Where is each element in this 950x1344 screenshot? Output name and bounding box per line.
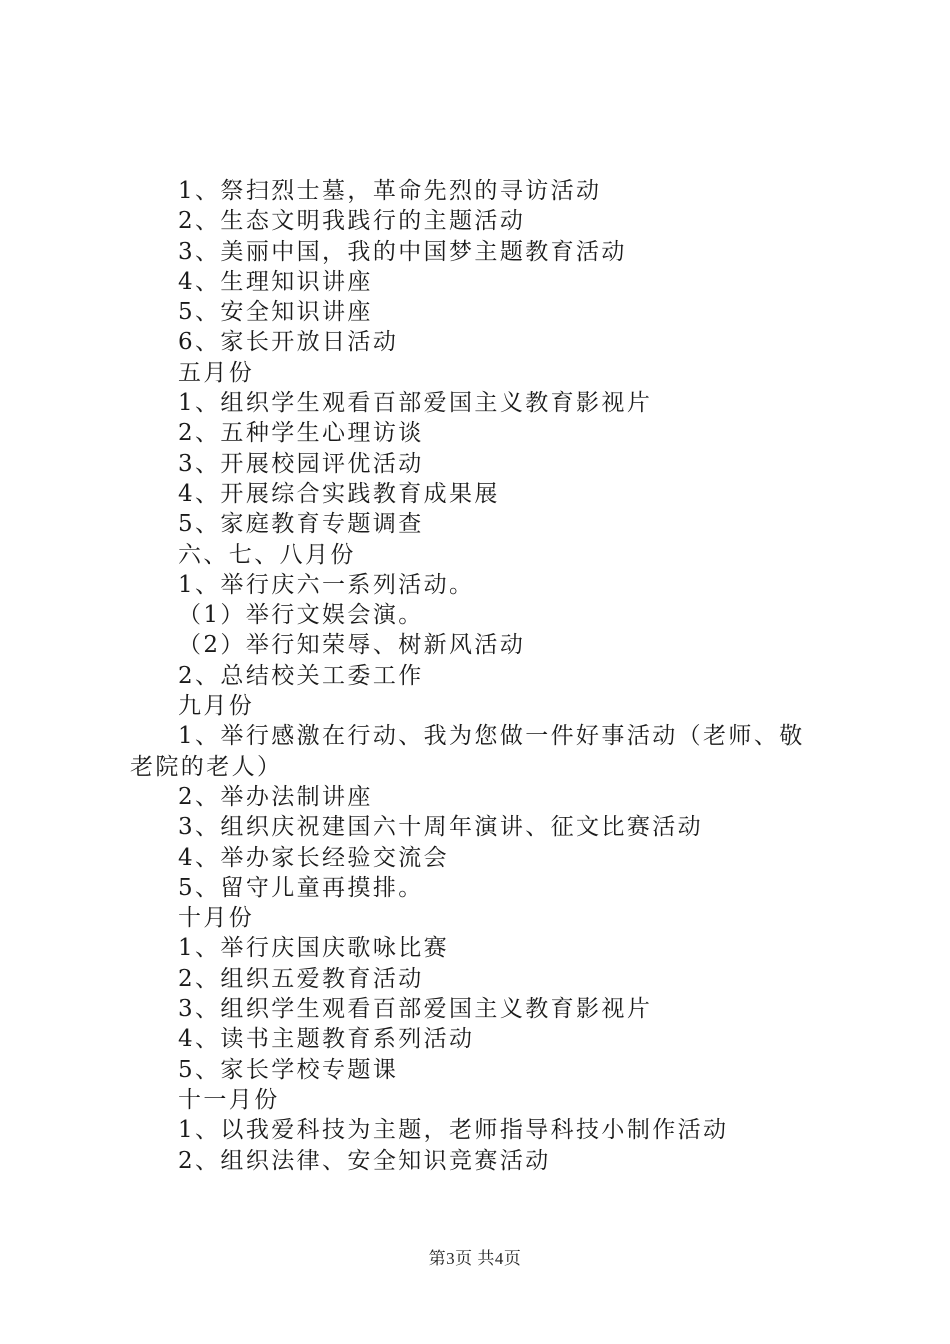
- section-heading-june-august: 六、七、八月份: [178, 541, 356, 568]
- section-heading-september: 九月份: [178, 693, 255, 720]
- sub-list-item: （1）举行文娱会演。: [178, 602, 424, 629]
- list-item: 4、举办家长经验交流会: [178, 844, 450, 871]
- list-item: 3、美丽中国，我的中国梦主题教育活动: [178, 238, 627, 265]
- list-item: 3、组织庆祝建国六十周年演讲、征文比赛活动: [178, 814, 704, 841]
- list-item: 2、组织法律、安全知识竞赛活动: [178, 1147, 551, 1174]
- list-item: 3、开展校园评优活动: [178, 450, 424, 477]
- list-item: 2、生态文明我践行的主题活动: [178, 208, 526, 235]
- list-item: 2、五种学生心理访谈: [178, 420, 424, 447]
- list-item: 1、举行感激在行动、我为您做一件好事活动（老师、敬老院的老人）: [130, 723, 805, 780]
- list-item: 1、举行庆六一系列活动。: [178, 571, 475, 598]
- list-item: 1、以我爱科技为主题，老师指导科技小制作活动: [178, 1117, 729, 1144]
- section-heading-november: 十一月份: [178, 1086, 280, 1113]
- list-item: 4、开展综合实践教育成果展: [178, 480, 500, 507]
- list-item: 2、总结校关工委工作: [178, 662, 424, 689]
- list-item: 2、组织五爱教育活动: [178, 965, 424, 992]
- list-item: 5、留守儿童再摸排。: [178, 874, 424, 901]
- list-item: 4、读书主题教育系列活动: [178, 1026, 475, 1053]
- list-item: 1、举行庆国庆歌咏比赛: [178, 935, 450, 962]
- section-heading-may: 五月份: [178, 359, 255, 386]
- list-item: 5、家庭教育专题调查: [178, 511, 424, 538]
- list-item: 4、生理知识讲座: [178, 268, 373, 295]
- list-item: 6、家长开放日活动: [178, 329, 399, 356]
- list-item: 1、祭扫烈士墓，革命先烈的寻访活动: [178, 178, 602, 204]
- sub-list-item: （2）举行知荣辱、树新风活动: [178, 632, 526, 659]
- list-item: 1、组织学生观看百部爱国主义教育影视片: [178, 390, 653, 417]
- list-item: 5、安全知识讲座: [178, 299, 373, 326]
- list-item: 3、组织学生观看百部爱国主义教育影视片: [178, 996, 653, 1023]
- list-item: 2、举办法制讲座: [178, 783, 373, 810]
- page-number-footer: 第3页 共4页: [428, 1249, 522, 1268]
- document-body: [130, 176, 830, 1176]
- section-heading-october: 十月份: [178, 905, 255, 932]
- list-item: 5、家长学校专题课: [178, 1056, 399, 1083]
